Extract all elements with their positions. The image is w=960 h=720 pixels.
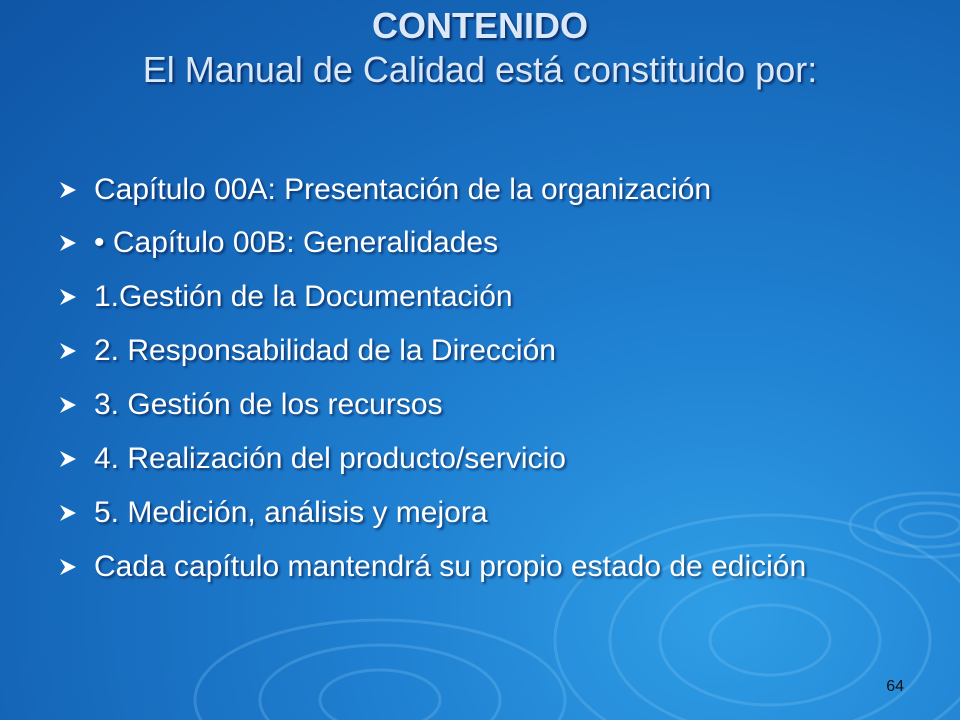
list-item-text: 1.Gestión de la Documentación	[94, 280, 513, 313]
list-item-text: Capítulo 00A: Presentación de la organización	[94, 173, 712, 206]
content-list	[58, 172, 888, 603]
slide-title-block	[0, 4, 960, 92]
arrowhead-bullet-icon	[58, 333, 94, 369]
list-item	[58, 441, 888, 477]
arrowhead-bullet-icon	[58, 495, 94, 531]
list-item-text: 3. Gestión de los recursos	[94, 388, 443, 421]
slide-subtitle: El Manual de Calidad está constituido por:	[142, 49, 818, 90]
arrowhead-bullet-icon	[58, 172, 94, 208]
list-item	[58, 333, 888, 369]
list-item	[58, 279, 888, 315]
list-item	[58, 495, 888, 531]
list-item	[58, 549, 888, 585]
list-item	[58, 387, 888, 423]
arrowhead-bullet-icon	[58, 279, 94, 315]
list-item	[58, 172, 888, 208]
arrowhead-bullet-icon	[58, 549, 94, 585]
list-item-text: Cada capítulo mantendrá su propio estado de edición	[94, 550, 807, 583]
page-number: 64	[886, 678, 904, 695]
list-item-text: 2. Responsabilidad de la Dirección	[94, 334, 556, 367]
arrowhead-bullet-icon	[58, 387, 94, 423]
list-item-text: • Capítulo 00B: Generalidades	[94, 226, 499, 259]
list-item-text: 4. Realización del producto/servicio	[94, 442, 566, 475]
slide-title: CONTENIDO	[372, 5, 588, 46]
arrowhead-bullet-icon	[58, 441, 94, 477]
list-item-text: 5. Medición, análisis y mejora	[94, 496, 488, 529]
list-item	[58, 225, 888, 261]
arrowhead-bullet-icon	[58, 225, 94, 261]
